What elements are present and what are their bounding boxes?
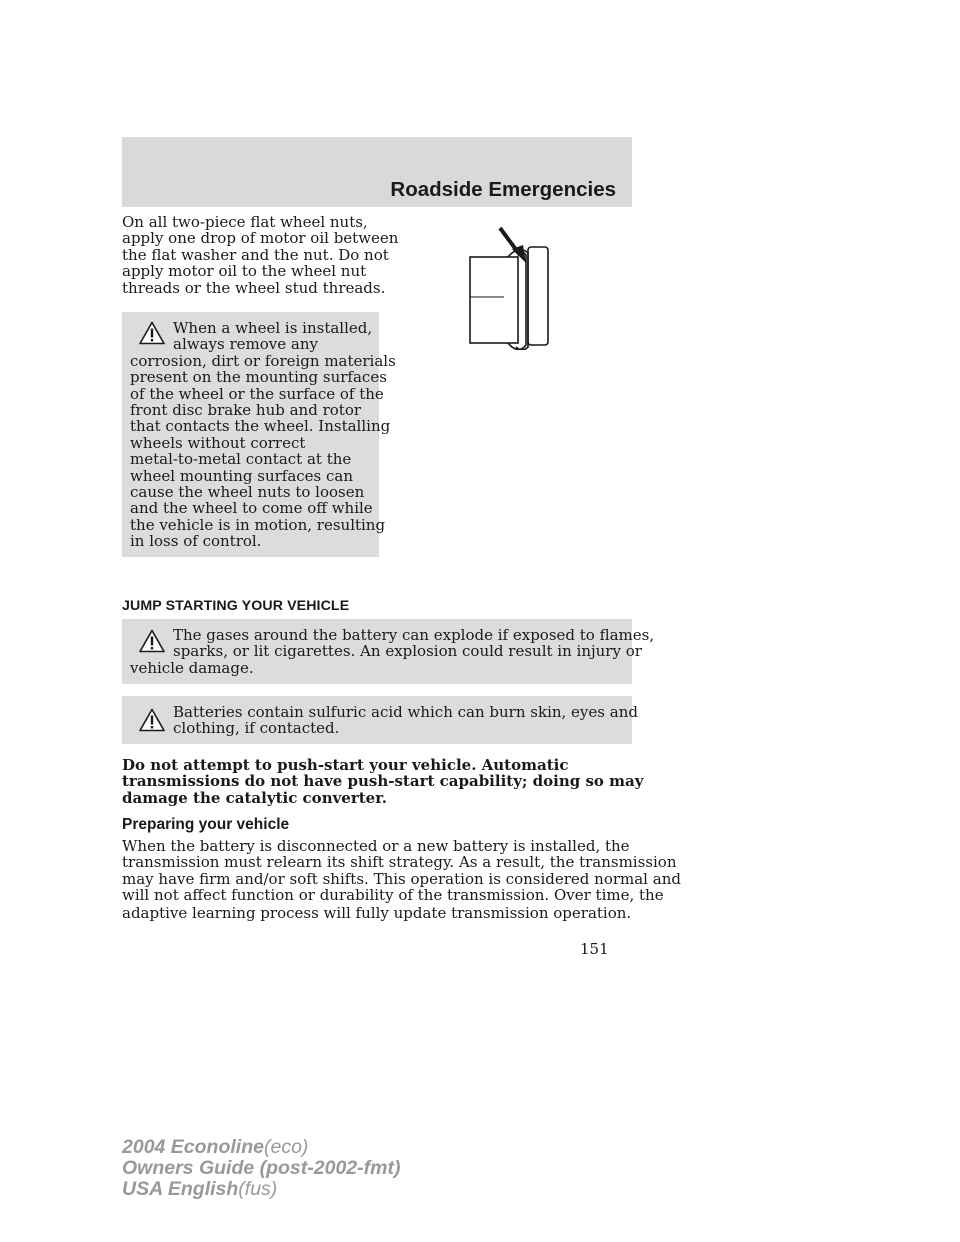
warning-box-acid (122, 696, 638, 744)
warning-text-wheel: When a wheel is installed, always remove any corrosion, dirt or foreign materials present on the mounting surfaces of the wheel or the surface of the front disc brake hub and rotor that contacts the wheel. Installing wheels without correct metal-to-metal contact at the wheel mounting surfaces can cause the wheel nuts to loosen and the wheel to come off while the vehicle is in motion, resulting in loss of control. (130, 319, 396, 551)
footer-guide-line: Owners Guide (post-2002-fmt) (122, 1157, 401, 1179)
footer-model-line: 2004 Econoline(eco) (122, 1136, 309, 1158)
preparing-vehicle-paragraph: When the battery is disconnected or a new battery is installed, the transmission must relearn its shift strategy. As a result, the transmission may have firm and/or soft shifts. This operation is considered normal and will not affect function or durability of the transmission. Over time, the adaptive learning process will fully update transmission operation. (122, 837, 681, 922)
warning-box-wheel (122, 312, 396, 557)
warning-box-gases (122, 619, 655, 684)
document-footer (122, 1137, 400, 1200)
preparing-vehicle-heading: Preparing your vehicle (122, 816, 290, 833)
intro-paragraph: On all two-piece flat wheel nuts, apply one drop of motor oil between the flat washer and the nut. Do not apply motor oil to the wheel nut threads or the wheel stud threads. (122, 213, 399, 297)
section-header-bar (122, 137, 632, 207)
push-start-notice: Do not attempt to push-start your vehicle. Automatic transmissions do not have push-start capability; doing so may damage the catalytic converter. (122, 756, 644, 807)
section-title: Roadside Emergencies (390, 178, 616, 201)
wheel-nut-illustration (460, 225, 555, 350)
page-number: 151 (580, 940, 609, 958)
jump-starting-heading: JUMP STARTING YOUR VEHICLE (122, 598, 350, 614)
warning-text-acid: Batteries contain sulfuric acid which can burn skin, eyes and clothing, if contacted. (173, 703, 638, 738)
warning-text-gases: The gases around the battery can explode if exposed to flames, sparks, or lit cigarettes. An explosion could result in injury or vehicle damage. (130, 626, 655, 677)
footer-language-line: USA English(fus) (122, 1178, 278, 1200)
